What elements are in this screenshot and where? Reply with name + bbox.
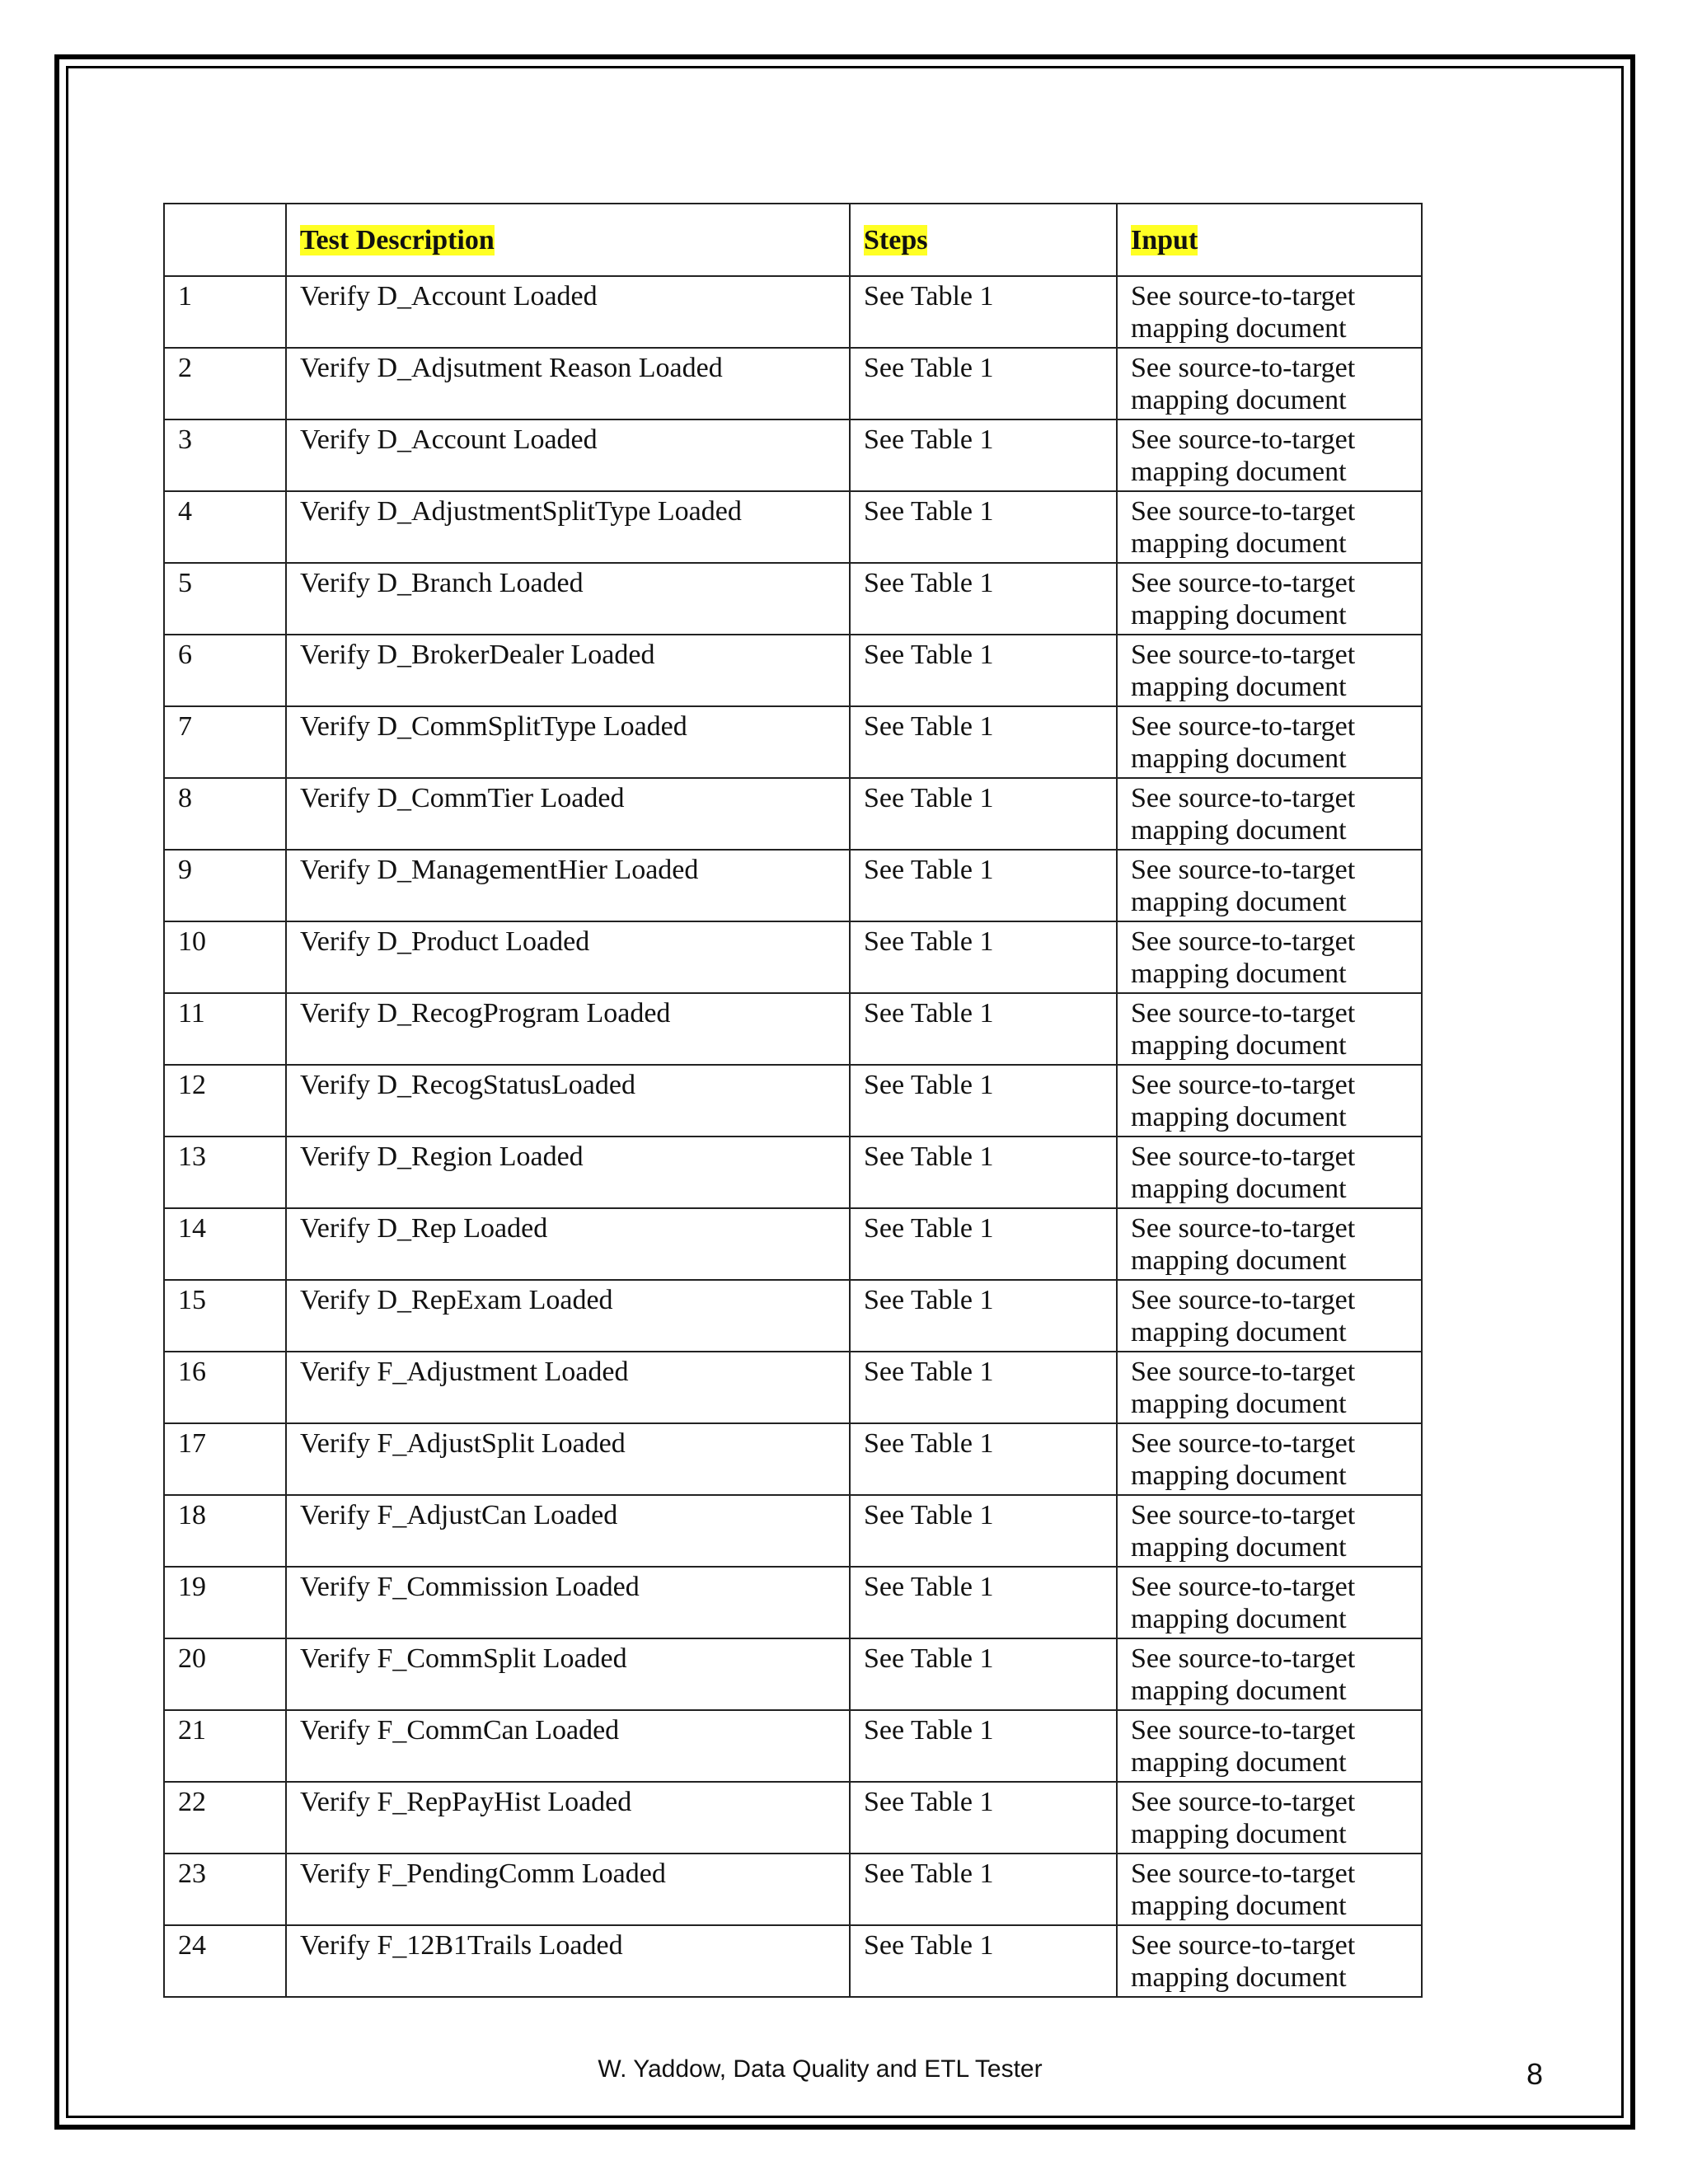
steps-cell: See Table 1	[850, 1208, 1117, 1280]
steps-cell: See Table 1	[850, 850, 1117, 921]
row-number: 24	[164, 1925, 286, 1997]
steps-cell: See Table 1	[850, 1925, 1117, 1997]
row-number: 14	[164, 1208, 286, 1280]
test-description-cell: Verify D_AdjustmentSplitType Loaded	[286, 491, 850, 563]
test-description-cell: Verify F_Commission Loaded	[286, 1567, 850, 1638]
input-cell: See source-to-target mapping document	[1117, 993, 1422, 1065]
steps-cell: See Table 1	[850, 1710, 1117, 1782]
steps-cell: See Table 1	[850, 348, 1117, 419]
test-description-cell: Verify D_RepExam Loaded	[286, 1280, 850, 1352]
table-row	[164, 850, 1422, 921]
row-number: 6	[164, 635, 286, 706]
row-number: 11	[164, 993, 286, 1065]
header-steps	[850, 204, 1117, 276]
test-description-cell: Verify D_RecogProgram Loaded	[286, 993, 850, 1065]
steps-cell: See Table 1	[850, 635, 1117, 706]
test-description-cell: Verify F_CommCan Loaded	[286, 1710, 850, 1782]
row-number: 18	[164, 1495, 286, 1567]
test-description-cell: Verify F_CommSplit Loaded	[286, 1638, 850, 1710]
row-number: 22	[164, 1782, 286, 1854]
row-number: 9	[164, 850, 286, 921]
row-number: 2	[164, 348, 286, 419]
row-number: 3	[164, 419, 286, 491]
test-description-cell: Verify D_Product Loaded	[286, 921, 850, 993]
table-row	[164, 1065, 1422, 1137]
input-cell: See source-to-target mapping document	[1117, 1280, 1422, 1352]
table-row	[164, 1423, 1422, 1495]
input-cell: See source-to-target mapping document	[1117, 921, 1422, 993]
test-description-cell: Verify F_RepPayHist Loaded	[286, 1782, 850, 1854]
steps-cell: See Table 1	[850, 1352, 1117, 1423]
row-number: 23	[164, 1854, 286, 1925]
test-description-cell: Verify D_RecogStatusLoaded	[286, 1065, 850, 1137]
row-number: 20	[164, 1638, 286, 1710]
steps-cell: See Table 1	[850, 1854, 1117, 1925]
test-description-cell: Verify D_Rep Loaded	[286, 1208, 850, 1280]
input-cell: See source-to-target mapping document	[1117, 491, 1422, 563]
input-cell: See source-to-target mapping document	[1117, 1423, 1422, 1495]
page-number: 8	[1526, 2057, 1544, 2091]
header-test-description-label: Test Description	[300, 224, 495, 255]
steps-cell: See Table 1	[850, 993, 1117, 1065]
table-row	[164, 1495, 1422, 1567]
row-number: 7	[164, 706, 286, 778]
row-number: 15	[164, 1280, 286, 1352]
test-description-cell: Verify D_ManagementHier Loaded	[286, 850, 850, 921]
input-cell: See source-to-target mapping document	[1117, 1352, 1422, 1423]
steps-cell: See Table 1	[850, 419, 1117, 491]
row-number: 4	[164, 491, 286, 563]
row-number: 12	[164, 1065, 286, 1137]
test-description-cell: Verify F_PendingComm Loaded	[286, 1854, 850, 1925]
input-cell: See source-to-target mapping document	[1117, 1065, 1422, 1137]
table-row	[164, 1854, 1422, 1925]
row-number: 21	[164, 1710, 286, 1782]
input-cell: See source-to-target mapping document	[1117, 348, 1422, 419]
table-row	[164, 921, 1422, 993]
test-description-cell: Verify D_Account Loaded	[286, 419, 850, 491]
steps-cell: See Table 1	[850, 491, 1117, 563]
steps-cell: See Table 1	[850, 706, 1117, 778]
test-description-cell: Verify F_AdjustSplit Loaded	[286, 1423, 850, 1495]
input-cell: See source-to-target mapping document	[1117, 419, 1422, 491]
test-cases-table	[163, 203, 1423, 1998]
header-input-label: Input	[1131, 224, 1198, 255]
input-cell: See source-to-target mapping document	[1117, 1854, 1422, 1925]
steps-cell: See Table 1	[850, 1137, 1117, 1208]
table-row	[164, 419, 1422, 491]
test-description-cell: Verify F_12B1Trails Loaded	[286, 1925, 850, 1997]
input-cell: See source-to-target mapping document	[1117, 563, 1422, 635]
table-row	[164, 491, 1422, 563]
input-cell: See source-to-target mapping document	[1117, 1782, 1422, 1854]
table-row	[164, 1208, 1422, 1280]
input-cell: See source-to-target mapping document	[1117, 1638, 1422, 1710]
table-row	[164, 1137, 1422, 1208]
table-header-row	[164, 204, 1422, 276]
test-description-cell: Verify D_BrokerDealer Loaded	[286, 635, 850, 706]
steps-cell: See Table 1	[850, 1495, 1117, 1567]
header-steps-label: Steps	[864, 224, 928, 255]
steps-cell: See Table 1	[850, 921, 1117, 993]
input-cell: See source-to-target mapping document	[1117, 1137, 1422, 1208]
steps-cell: See Table 1	[850, 1423, 1117, 1495]
steps-cell: See Table 1	[850, 276, 1117, 348]
steps-cell: See Table 1	[850, 563, 1117, 635]
test-description-cell: Verify D_Account Loaded	[286, 276, 850, 348]
footer-text: W. Yaddow, Data Quality and ETL Tester	[598, 2055, 1043, 2083]
steps-cell: See Table 1	[850, 1638, 1117, 1710]
test-description-cell: Verify D_Branch Loaded	[286, 563, 850, 635]
steps-cell: See Table 1	[850, 1567, 1117, 1638]
input-cell: See source-to-target mapping document	[1117, 276, 1422, 348]
input-cell: See source-to-target mapping document	[1117, 1925, 1422, 1997]
input-cell: See source-to-target mapping document	[1117, 1710, 1422, 1782]
header-test-description	[286, 204, 850, 276]
test-description-cell: Verify D_CommSplitType Loaded	[286, 706, 850, 778]
table-row	[164, 1638, 1422, 1710]
row-number: 1	[164, 276, 286, 348]
table-row	[164, 1925, 1422, 1997]
test-description-cell: Verify D_Adjsutment Reason Loaded	[286, 348, 850, 419]
test-description-cell: Verify D_Region Loaded	[286, 1137, 850, 1208]
test-description-cell: Verify D_CommTier Loaded	[286, 778, 850, 850]
table-row	[164, 993, 1422, 1065]
table-row	[164, 778, 1422, 850]
header-input	[1117, 204, 1422, 276]
table-row	[164, 1710, 1422, 1782]
table-row	[164, 706, 1422, 778]
table-row	[164, 276, 1422, 348]
steps-cell: See Table 1	[850, 1065, 1117, 1137]
header-number	[164, 204, 286, 276]
table-row	[164, 1352, 1422, 1423]
table-row	[164, 563, 1422, 635]
row-number: 8	[164, 778, 286, 850]
row-number: 13	[164, 1137, 286, 1208]
steps-cell: See Table 1	[850, 1280, 1117, 1352]
input-cell: See source-to-target mapping document	[1117, 850, 1422, 921]
input-cell: See source-to-target mapping document	[1117, 1567, 1422, 1638]
row-number: 19	[164, 1567, 286, 1638]
table-row	[164, 348, 1422, 419]
table-row	[164, 1782, 1422, 1854]
input-cell: See source-to-target mapping document	[1117, 1495, 1422, 1567]
steps-cell: See Table 1	[850, 1782, 1117, 1854]
row-number: 16	[164, 1352, 286, 1423]
test-description-cell: Verify F_Adjustment Loaded	[286, 1352, 850, 1423]
row-number: 5	[164, 563, 286, 635]
table-row	[164, 1280, 1422, 1352]
input-cell: See source-to-target mapping document	[1117, 778, 1422, 850]
input-cell: See source-to-target mapping document	[1117, 706, 1422, 778]
input-cell: See source-to-target mapping document	[1117, 635, 1422, 706]
input-cell: See source-to-target mapping document	[1117, 1208, 1422, 1280]
row-number: 10	[164, 921, 286, 993]
table-row	[164, 1567, 1422, 1638]
steps-cell: See Table 1	[850, 778, 1117, 850]
table-row	[164, 635, 1422, 706]
test-description-cell: Verify F_AdjustCan Loaded	[286, 1495, 850, 1567]
row-number: 17	[164, 1423, 286, 1495]
